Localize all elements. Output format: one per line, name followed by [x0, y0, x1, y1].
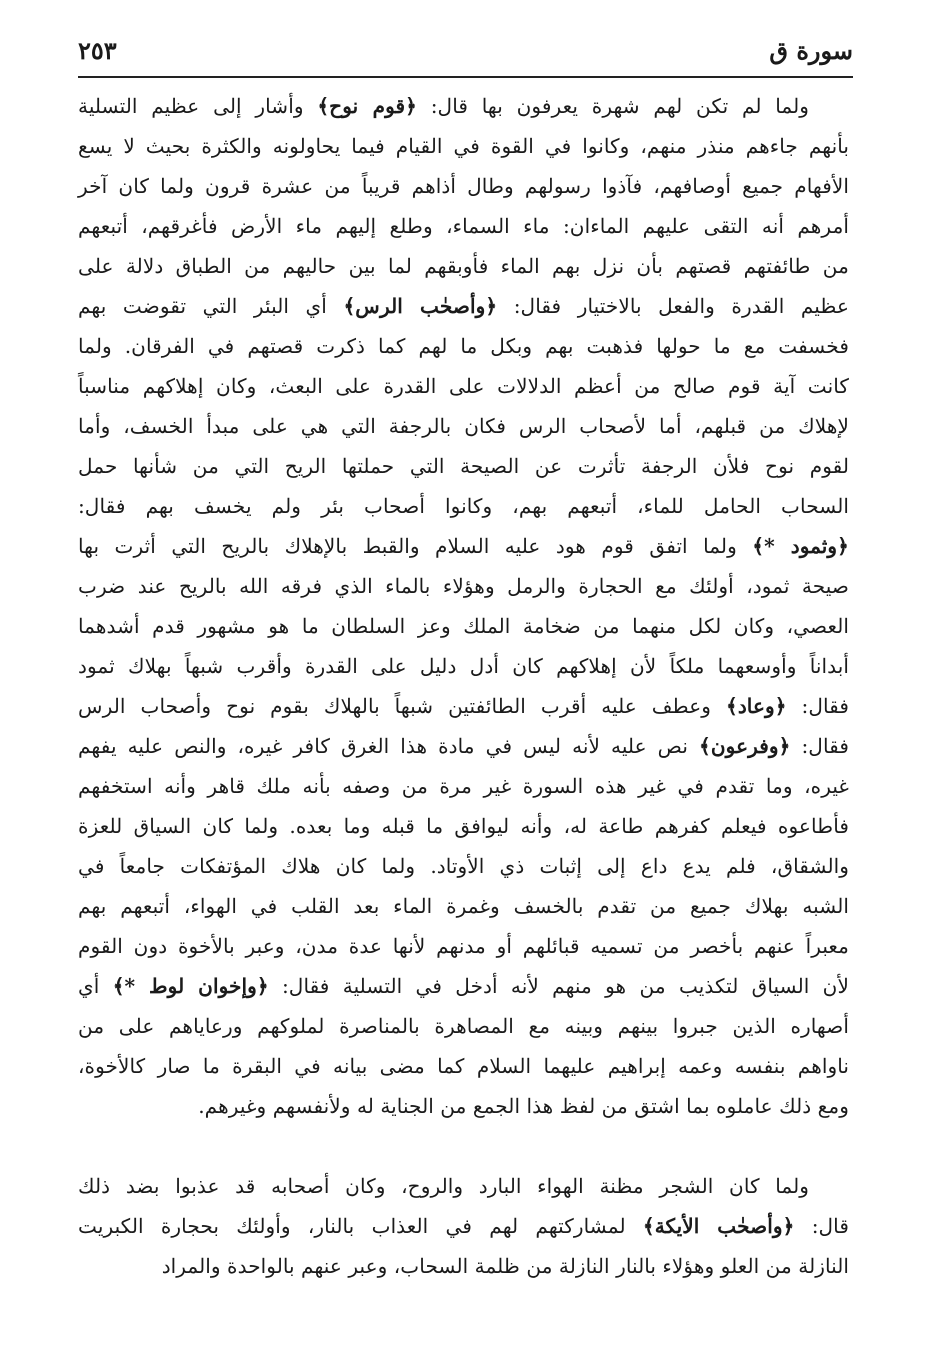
text-segment: ولما كان الشجر مظنة الهواء البارد والروح، وكان أصحابه قد عذبوا بضد ذلك	[78, 1174, 809, 1198]
text-line	[78, 646, 849, 686]
text-line	[78, 846, 849, 886]
text-segment: العصي، وكان لكل منهما من ضخامة الملك وعز السلطان ما هو مشهور قدم أشدهما	[78, 614, 849, 638]
text-line	[78, 926, 849, 966]
text-segment: قال:	[794, 1214, 849, 1238]
text-line	[78, 206, 849, 246]
text-line	[78, 606, 849, 646]
paragraph	[78, 86, 849, 1126]
text-segment: معبراً عنهم بأخصر من تسميه قبائلهم أو مدنهم لأنها عدة مدن، وعبر بالأخوة دون القوم	[78, 934, 849, 958]
text-segment: السحاب الحامل للماء، أتبعهم بهم، وكانوا أصحاب بئر ولم يخسف بهم فقال:	[78, 494, 849, 518]
text-line	[78, 526, 849, 566]
text-line	[78, 366, 849, 406]
text-segment: فأطاعوه فيعلم كفرهم طاعة له، وأنه ليوافق ما قبله وما بعده. ولما كان السياق للعزة	[78, 814, 849, 838]
text-line	[78, 126, 849, 166]
text-segment: أي	[78, 974, 113, 998]
text-line	[78, 966, 849, 1006]
page-number: ٢٥٣	[78, 36, 117, 65]
text-line	[78, 686, 849, 726]
quranic-quote: ﴿وعاد﴾	[725, 694, 787, 718]
text-segment: بأنهم جاءهم منذر منهم، وكانوا في القوة في القيام فيما يحاولونه والكثرة بحيث لا يسع	[78, 134, 849, 158]
text-line	[78, 1166, 849, 1206]
text-segment: وعطف عليه أقرب الطائفتين شبهاً بالهلاك بقوم نوح وأصحاب الرس	[78, 694, 726, 718]
surah-title: سورة ق	[769, 36, 853, 65]
text-line	[78, 766, 849, 806]
quranic-quote: ﴿وأصحٰب الأيكة﴾	[642, 1214, 795, 1238]
quranic-quote: ﴿وفرعون﴾	[699, 734, 791, 758]
text-segment: الشبه بهلاك جميع من تقدم بالخسف وغمرة الماء بعد القلب في الهواء، أتبعهم بهم	[78, 894, 849, 918]
text-segment: أي البئر التي تقوضت بهم	[78, 294, 344, 318]
text-segment: من طائفتهم قصتهم بأن نزل بهم الماء فأوبقهم لما بين حاليهم من الطباق دلالة على	[78, 254, 849, 278]
text-line	[78, 886, 849, 926]
text-line	[78, 1046, 849, 1086]
text-segment: ومع ذلك عاملوه بما اشتق من لفظ هذا الجمع من الجناية له ولأنفسهم وغيرهم.	[198, 1094, 849, 1118]
text-line	[78, 166, 849, 206]
text-line	[78, 286, 849, 326]
text-segment: لمشاركتهم لهم في العذاب بالنار، وأولئك بحجارة الكبريت	[78, 1214, 643, 1238]
text-segment: ناواهم بنفسه وعمه إبراهيم عليهما السلام كما مضى بيانه في البقرة ما صار كالأخوة،	[78, 1054, 849, 1078]
text-line	[78, 1086, 849, 1126]
text-segment: فقال:	[790, 734, 849, 758]
paragraph	[78, 1166, 849, 1286]
text-segment: عظيم القدرة والفعل بالاختيار فقال:	[497, 294, 849, 318]
text-line	[78, 566, 849, 606]
text-segment: الأفهام جميع أوصافهم، فآذوا رسولهم وطال أذاهم قريباً من عشرة قرون ولما كان آخر	[78, 174, 849, 198]
text-segment: فخسفت مع ما حولها فذهبت بهم وبكل ما لهم كما ذكرت قصتهم في الفرقان. ولما	[78, 334, 849, 358]
text-line	[78, 486, 849, 526]
text-segment: أمرهم أنه التقى عليهم الماءان: ماء السماء، وطلع إليهم ماء الأرض فأغرقهم، أتبعهم	[78, 214, 849, 238]
text-segment: صيحة ثمود، أولئك مع الحجارة والرمل وهؤلاء بالماء الذي فرقه الله بالريح عند ضرب	[78, 574, 849, 598]
text-segment: كانت آية قوم صالح من أعظم الدلالات على القدرة على البعث، وكان إهلاكهم مناسباً	[78, 374, 849, 398]
text-line	[78, 326, 849, 366]
text-segment: فقال:	[786, 694, 849, 718]
text-segment: أبداناً وأوسعهما ملكاً لأن إهلاكهم كان أدل دليل على القدرة وأقرب شبهاً بهلاك ثمود	[78, 654, 849, 678]
text-line	[78, 1246, 849, 1286]
text-line	[78, 86, 849, 126]
text-segment: غيره، وما تقدم في غير هذه السورة غير مرة من وصفه بأنه ملك قاهر وأنه استخفهم	[78, 774, 849, 798]
quranic-quote: ﴿قوم نوح﴾	[317, 94, 418, 118]
text-segment: ولما اتفق قوم هود عليه السلام والقبط بالإهلاك بالريح التي أثرت بها	[78, 534, 753, 558]
text-line	[78, 806, 849, 846]
page-header	[78, 36, 853, 78]
text-segment: ولما لم تكن لهم شهرة يعرفون بها قال:	[417, 94, 809, 118]
text-line	[78, 1006, 849, 1046]
text-line	[78, 1206, 849, 1246]
text-segment: لأن السياق لتكذيب من هو منهم لأنه أدخل في التسلية فقال:	[268, 974, 849, 998]
text-segment: أصهاره الذين جبروا بينهم وبينه مع المصاهرة بالمناصرة لملوكهم ورعاياهم على من	[78, 1014, 849, 1038]
text-line	[78, 406, 849, 446]
quranic-quote: ﴿وإخوان لوط *﴾	[112, 974, 269, 998]
body-text	[78, 86, 849, 1286]
text-line	[78, 246, 849, 286]
text-segment: نص عليه لأنه ليس في مادة هذا الغرق كافر غيره، والنص عليه يفهم	[78, 734, 700, 758]
quranic-quote: ﴿وأصحٰب الرس﴾	[343, 294, 498, 318]
quranic-quote: ﴿وثمود *﴾	[752, 534, 849, 558]
text-segment: والشقاق، فلم يدع داع إلى إثبات ذي الأوتاد. ولما كان هلاك المؤتفكات جامعاً في	[78, 854, 849, 878]
text-segment: لقوم نوح فلأن الرجفة تأثرت عن الصيحة التي حملتها الريح التي من شأنها حمل	[78, 454, 849, 478]
text-segment: وأشار إلى عظيم التسلية	[78, 94, 318, 118]
text-line	[78, 726, 849, 766]
text-segment: النازلة من العلو وهؤلاء بالنار النازلة من ظلمة السحاب، وعبر عنهم بالواحدة والمراد	[161, 1254, 849, 1278]
text-segment: لإهلاك من قبلهم، أما لأصحاب الرس فكان بالرجفة التي هي على مبدأ الخسف، وأما	[78, 414, 849, 438]
text-line	[78, 446, 849, 486]
